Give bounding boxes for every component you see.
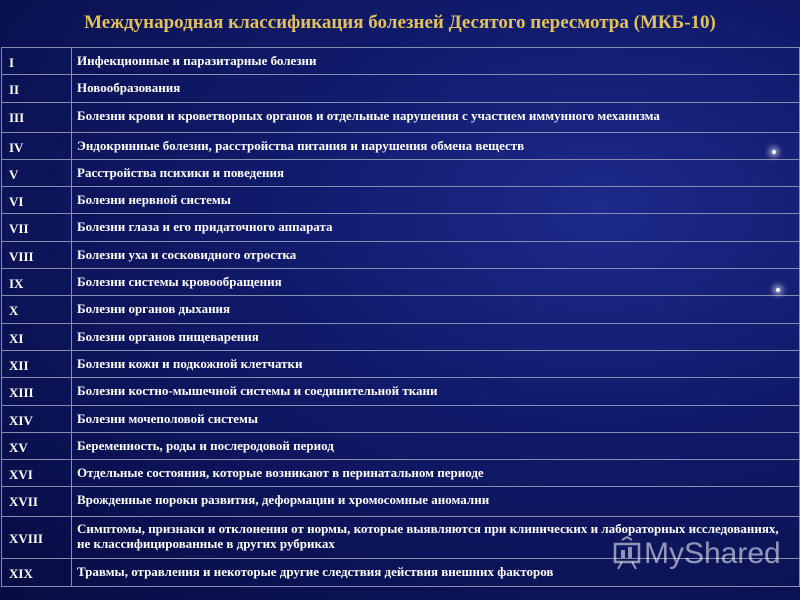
- class-number: V: [2, 159, 72, 186]
- class-number: IV: [2, 132, 72, 159]
- class-name: Новообразования: [72, 75, 800, 102]
- presentation-icon: [612, 536, 642, 570]
- table-row: [2, 432, 800, 459]
- class-name: Беременность, роды и послеродовой период: [72, 432, 800, 459]
- table-row: [2, 487, 800, 517]
- class-name: Инфекционные и паразитарные болезни: [72, 48, 800, 75]
- sparkle-decoration: [776, 288, 780, 292]
- class-number: XIX: [2, 559, 72, 586]
- class-name: Болезни глаза и его придаточного аппарата: [72, 214, 800, 241]
- class-number: X: [2, 296, 72, 323]
- class-name: Болезни уха и сосковидного отростка: [72, 241, 800, 268]
- page-title: Международная классификация болезней Десятого пересмотра (МКБ-10): [84, 12, 716, 33]
- class-name: Эндокринные болезни, расстройства питания и нарушения обмена веществ: [72, 132, 800, 159]
- class-number: II: [2, 75, 72, 102]
- table-row: [2, 187, 800, 214]
- watermark: [610, 532, 790, 582]
- table-row: [2, 132, 800, 159]
- class-number: VII: [2, 214, 72, 241]
- class-name: Симптомы, признаки и отклонения от нормы, которые выявляются при клинических и лабораторных исследованиях, не классифицированные в других рубриках: [72, 517, 800, 559]
- sparkle-decoration: [772, 150, 776, 154]
- class-name: Болезни мочеполовой системы: [72, 405, 800, 432]
- class-number: VIII: [2, 241, 72, 268]
- icd10-table: [1, 47, 800, 587]
- class-name: Болезни костно-мышечной системы и соединительной ткани: [72, 378, 800, 405]
- table-row: [2, 405, 800, 432]
- table-row: [2, 460, 800, 487]
- class-number: XVI: [2, 460, 72, 487]
- table-row: [2, 296, 800, 323]
- class-number: XVII: [2, 487, 72, 517]
- class-number: VI: [2, 187, 72, 214]
- table-row: [2, 241, 800, 268]
- class-name: Болезни крови и кроветворных органов и отдельные нарушения с участием иммунного механизма: [72, 102, 800, 132]
- class-number: XV: [2, 432, 72, 459]
- class-number: IX: [2, 269, 72, 296]
- class-number: XII: [2, 350, 72, 377]
- class-name: Врожденные пороки развития, деформации и хромосомные аномалии: [72, 487, 800, 517]
- class-number: III: [2, 102, 72, 132]
- table-row: [2, 102, 800, 132]
- class-name: Расстройства психики и поведения: [72, 159, 800, 186]
- table-row: [2, 350, 800, 377]
- class-name: Болезни системы кровообращения: [72, 269, 800, 296]
- class-number: XIII: [2, 378, 72, 405]
- table-row: [2, 269, 800, 296]
- watermark-text: MyShared: [644, 537, 781, 570]
- table-row: [2, 159, 800, 186]
- class-number: XVIII: [2, 517, 72, 559]
- class-name: Болезни органов пищеварения: [72, 323, 800, 350]
- table-row: [2, 48, 800, 75]
- class-name: Болезни кожи и подкожной клетчатки: [72, 350, 800, 377]
- table-row: [2, 214, 800, 241]
- class-name: Болезни органов дыхания: [72, 296, 800, 323]
- class-number: XI: [2, 323, 72, 350]
- class-number: XIV: [2, 405, 72, 432]
- table-row: [2, 378, 800, 405]
- class-name: Отдельные состояния, которые возникают в перинатальном периоде: [72, 460, 800, 487]
- class-name: Болезни нервной системы: [72, 187, 800, 214]
- table-row: [2, 75, 800, 102]
- class-name: Травмы, отравления и некоторые другие следствия действия внешних факторов: [72, 559, 800, 586]
- table-row: [2, 323, 800, 350]
- class-number: I: [2, 48, 72, 75]
